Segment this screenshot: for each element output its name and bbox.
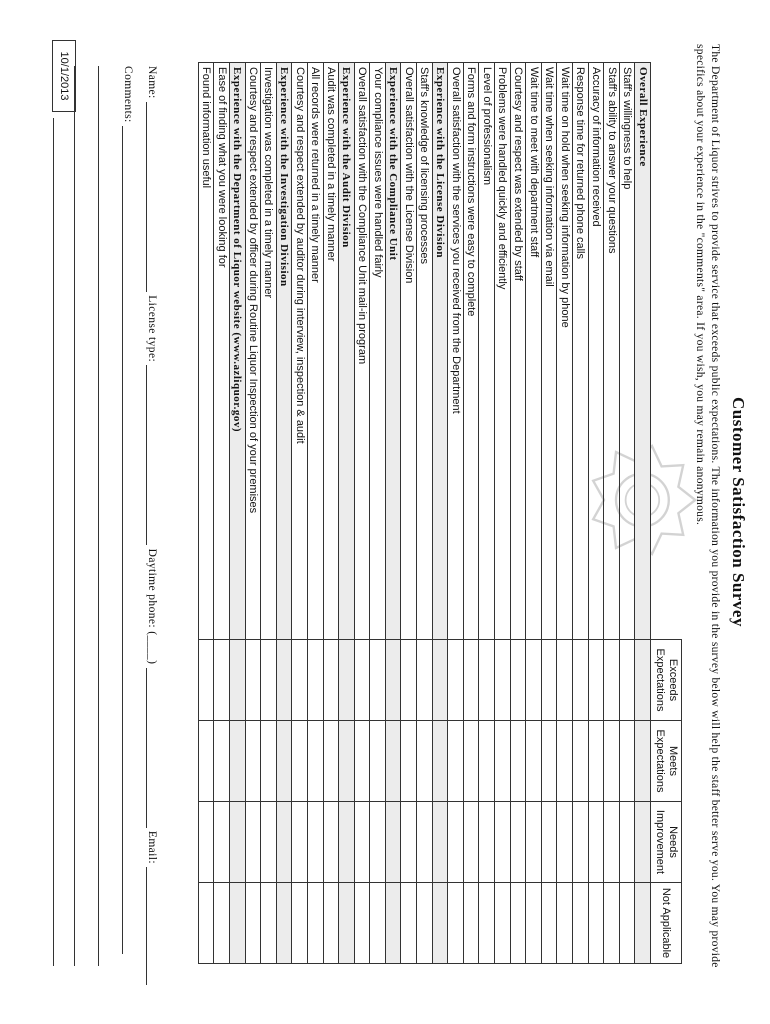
phone-label: Daytime phone: (____) xyxy=(146,548,158,665)
rating-cell-needs[interactable] xyxy=(323,802,339,883)
section-title: Experience with the License Division xyxy=(432,63,448,640)
email-field[interactable] xyxy=(146,867,147,985)
name-label: Name: xyxy=(146,66,158,99)
comments-field[interactable] xyxy=(122,126,123,954)
survey-question: Courtesy and respect was extended by staff xyxy=(510,63,526,640)
survey-question: Level of professionalism xyxy=(479,63,495,640)
section-blank-cell xyxy=(432,640,448,721)
rating-cell-na[interactable] xyxy=(214,883,230,964)
table-row xyxy=(588,63,604,964)
section-blank-cell xyxy=(276,802,292,883)
bottom-rule xyxy=(53,118,54,966)
survey-question: Accuracy of information received xyxy=(588,63,604,640)
table-row xyxy=(292,63,308,964)
table-header-row xyxy=(651,63,682,964)
rating-cell-na[interactable] xyxy=(541,883,557,964)
rating-cell-meets[interactable] xyxy=(198,721,214,802)
survey-question: Overall satisfaction with the services you received from the Department xyxy=(448,63,464,640)
survey-question: Courtesy and respect extended by officer during Routine Liquor Inspection of your premises xyxy=(245,63,261,640)
rating-cell-needs[interactable] xyxy=(370,802,386,883)
comments-field-line-2[interactable] xyxy=(98,66,99,966)
section-title: Experience with the Audit Division xyxy=(339,63,355,640)
table-row xyxy=(354,63,370,964)
comments-label: Comments: xyxy=(122,66,134,123)
survey-question: Overall satisfaction with the Compliance Unit mail-in program xyxy=(354,63,370,640)
rating-cell-meets[interactable] xyxy=(588,721,604,802)
rating-cell-meets[interactable] xyxy=(292,721,308,802)
survey-question: Audit was completed in a timely manner xyxy=(323,63,339,640)
rating-cell-needs[interactable] xyxy=(307,802,323,883)
rating-cell-exceeds[interactable] xyxy=(557,640,573,721)
rating-cell-meets[interactable] xyxy=(463,721,479,802)
rating-cell-na[interactable] xyxy=(292,883,308,964)
rating-cell-meets[interactable] xyxy=(495,721,511,802)
col-needs-header: Needs Improvement xyxy=(651,802,682,883)
rating-cell-na[interactable] xyxy=(448,883,464,964)
rating-cell-needs[interactable] xyxy=(261,802,277,883)
rating-cell-needs[interactable] xyxy=(245,802,261,883)
rating-cell-na[interactable] xyxy=(619,883,635,964)
rating-cell-na[interactable] xyxy=(370,883,386,964)
section-blank-cell xyxy=(635,802,651,883)
section-blank-cell xyxy=(385,640,401,721)
section-blank-cell xyxy=(339,883,355,964)
rating-cell-meets[interactable] xyxy=(448,721,464,802)
table-row xyxy=(495,63,511,964)
table-row xyxy=(573,63,589,964)
section-blank-cell xyxy=(276,721,292,802)
rating-cell-na[interactable] xyxy=(245,883,261,964)
rating-cell-exceeds[interactable] xyxy=(448,640,464,721)
table-row xyxy=(401,63,417,964)
rating-cell-exceeds[interactable] xyxy=(245,640,261,721)
rating-cell-na[interactable] xyxy=(307,883,323,964)
rating-cell-exceeds[interactable] xyxy=(261,640,277,721)
rating-cell-na[interactable] xyxy=(573,883,589,964)
survey-question: Ease of finding what you were looking for xyxy=(214,63,230,640)
section-blank-cell xyxy=(385,721,401,802)
section-blank-cell xyxy=(339,802,355,883)
survey-question: Wait time when seeking information via email xyxy=(541,63,557,640)
table-row xyxy=(245,63,261,964)
contact-line xyxy=(146,66,158,985)
survey-question: All records were returned in a timely manner xyxy=(307,63,323,640)
survey-question: Wait time on hold when seeking information by phone xyxy=(557,63,573,640)
rating-cell-needs[interactable] xyxy=(510,802,526,883)
page-title: Customer Satisfaction Survey xyxy=(729,397,748,627)
date-box: 10/1/2013 xyxy=(52,40,76,112)
rating-cell-na[interactable] xyxy=(354,883,370,964)
rating-cell-needs[interactable] xyxy=(463,802,479,883)
rating-cell-exceeds[interactable] xyxy=(401,640,417,721)
section-blank-cell xyxy=(339,640,355,721)
rating-cell-meets[interactable] xyxy=(619,721,635,802)
table-row xyxy=(619,63,635,964)
rating-cell-na[interactable] xyxy=(401,883,417,964)
rating-cell-na[interactable] xyxy=(495,883,511,964)
rating-cell-exceeds[interactable] xyxy=(307,640,323,721)
rating-cell-exceeds[interactable] xyxy=(573,640,589,721)
col-na-header: Not Applicable xyxy=(651,883,682,964)
rating-cell-needs[interactable] xyxy=(526,802,542,883)
rating-cell-exceeds[interactable] xyxy=(214,640,230,721)
section-blank-cell xyxy=(385,802,401,883)
rating-cell-exceeds[interactable] xyxy=(354,640,370,721)
rating-cell-meets[interactable] xyxy=(307,721,323,802)
section-row xyxy=(432,63,448,964)
section-blank-cell xyxy=(276,883,292,964)
rating-cell-na[interactable] xyxy=(463,883,479,964)
section-title: Overall Experience xyxy=(635,63,651,640)
rating-cell-needs[interactable] xyxy=(604,802,620,883)
rating-cell-exceeds[interactable] xyxy=(370,640,386,721)
rating-cell-na[interactable] xyxy=(557,883,573,964)
survey-question: Investigation was completed in a timely manner xyxy=(261,63,277,640)
survey-question: Response time for returned phone calls xyxy=(573,63,589,640)
rating-cell-needs[interactable] xyxy=(541,802,557,883)
rating-cell-meets[interactable] xyxy=(214,721,230,802)
rating-cell-na[interactable] xyxy=(588,883,604,964)
section-row xyxy=(635,63,651,964)
rating-cell-exceeds[interactable] xyxy=(479,640,495,721)
rating-cell-meets[interactable] xyxy=(479,721,495,802)
rating-cell-needs[interactable] xyxy=(354,802,370,883)
section-row xyxy=(385,63,401,964)
rating-cell-exceeds[interactable] xyxy=(510,640,526,721)
rating-cell-exceeds[interactable] xyxy=(198,640,214,721)
rating-cell-needs[interactable] xyxy=(417,802,433,883)
section-row xyxy=(339,63,355,964)
survey-question: Your compliance issues were handled fairly xyxy=(370,63,386,640)
table-row xyxy=(463,63,479,964)
comments-field-line-3[interactable] xyxy=(74,66,75,966)
section-row xyxy=(276,63,292,964)
table-row xyxy=(370,63,386,964)
rating-cell-exceeds[interactable] xyxy=(292,640,308,721)
survey-question: Problems were handled quickly and efficiently xyxy=(495,63,511,640)
rating-cell-needs[interactable] xyxy=(619,802,635,883)
rating-cell-meets[interactable] xyxy=(510,721,526,802)
rating-cell-needs[interactable] xyxy=(401,802,417,883)
table-row xyxy=(604,63,620,964)
survey-question: Found information useful xyxy=(198,63,214,640)
rating-cell-needs[interactable] xyxy=(557,802,573,883)
survey-question: Staff's willingness to help xyxy=(619,63,635,640)
email-label: Email: xyxy=(146,830,158,864)
section-row xyxy=(229,63,245,964)
section-title: Experience with the Compliance Unit xyxy=(385,63,401,640)
license-type-field[interactable] xyxy=(146,365,147,545)
rating-cell-needs[interactable] xyxy=(479,802,495,883)
table-row xyxy=(448,63,464,964)
phone-field[interactable] xyxy=(146,668,147,828)
table-row xyxy=(510,63,526,964)
survey-question: Wait time to meet with department staff xyxy=(526,63,542,640)
rating-cell-na[interactable] xyxy=(261,883,277,964)
rating-cell-meets[interactable] xyxy=(401,721,417,802)
rating-cell-meets[interactable] xyxy=(354,721,370,802)
intro-text: The Department of Liquor strives to provide service that exceeds public expectations. The information you provide in the survey below will help the staff better serve you. You may provide specifics about your experience in the "comments" area. If you wish, you may remain anonymous. xyxy=(694,44,721,968)
rating-cell-na[interactable] xyxy=(198,883,214,964)
rating-cell-meets[interactable] xyxy=(245,721,261,802)
section-blank-cell xyxy=(635,883,651,964)
rating-cell-exceeds[interactable] xyxy=(588,640,604,721)
section-blank-cell xyxy=(276,640,292,721)
rating-cell-meets[interactable] xyxy=(261,721,277,802)
rating-cell-na[interactable] xyxy=(526,883,542,964)
section-blank-cell xyxy=(432,802,448,883)
license-type-label: License type: xyxy=(146,295,158,363)
survey-question: Forms and form instructions were easy to complete xyxy=(463,63,479,640)
rating-cell-exceeds[interactable] xyxy=(604,640,620,721)
table-row xyxy=(479,63,495,964)
rating-cell-exceeds[interactable] xyxy=(495,640,511,721)
section-title: Experience with the Investigation Division xyxy=(276,63,292,640)
rating-cell-meets[interactable] xyxy=(604,721,620,802)
rating-cell-exceeds[interactable] xyxy=(417,640,433,721)
rating-cell-needs[interactable] xyxy=(292,802,308,883)
name-field[interactable] xyxy=(146,102,147,292)
table-row xyxy=(261,63,277,964)
rating-cell-needs[interactable] xyxy=(198,802,214,883)
rating-cell-meets[interactable] xyxy=(573,721,589,802)
col-exceeds-header: Exceeds Expectations xyxy=(651,640,682,721)
rating-cell-meets[interactable] xyxy=(370,721,386,802)
rating-cell-na[interactable] xyxy=(510,883,526,964)
rating-cell-na[interactable] xyxy=(604,883,620,964)
rating-cell-needs[interactable] xyxy=(573,802,589,883)
table-row xyxy=(198,63,214,964)
section-blank-cell xyxy=(229,883,245,964)
rating-cell-na[interactable] xyxy=(479,883,495,964)
rating-cell-meets[interactable] xyxy=(541,721,557,802)
survey-question: Staff's knowledge of licensing processes xyxy=(417,63,433,640)
section-blank-cell xyxy=(432,721,448,802)
table-row xyxy=(557,63,573,964)
section-blank-cell xyxy=(385,883,401,964)
rating-cell-exceeds[interactable] xyxy=(619,640,635,721)
survey-question: Staff's ability to answer your questions xyxy=(604,63,620,640)
rating-cell-exceeds[interactable] xyxy=(526,640,542,721)
table-row xyxy=(307,63,323,964)
rating-cell-needs[interactable] xyxy=(495,802,511,883)
survey-table xyxy=(198,62,682,964)
table-row xyxy=(541,63,557,964)
rating-cell-na[interactable] xyxy=(323,883,339,964)
rating-cell-needs[interactable] xyxy=(588,802,604,883)
section-blank-cell xyxy=(229,721,245,802)
table-row xyxy=(526,63,542,964)
rating-cell-meets[interactable] xyxy=(557,721,573,802)
rating-cell-needs[interactable] xyxy=(448,802,464,883)
table-row xyxy=(323,63,339,964)
col-meets-header: Meets Expectations xyxy=(651,721,682,802)
section-blank-cell xyxy=(229,802,245,883)
survey-question: Courtesy and respect extended by auditor during interview, inspection & audit xyxy=(292,63,308,640)
section-blank-cell xyxy=(339,721,355,802)
rating-cell-meets[interactable] xyxy=(323,721,339,802)
section-title: Experience with the Department of Liquor website (www.azliquor.gov) xyxy=(229,63,245,640)
rating-cell-exceeds[interactable] xyxy=(463,640,479,721)
rating-cell-na[interactable] xyxy=(417,883,433,964)
rating-cell-meets[interactable] xyxy=(417,721,433,802)
rating-cell-needs[interactable] xyxy=(214,802,230,883)
rating-cell-meets[interactable] xyxy=(526,721,542,802)
section-blank-cell xyxy=(635,721,651,802)
rating-cell-exceeds[interactable] xyxy=(323,640,339,721)
rating-cell-exceeds[interactable] xyxy=(541,640,557,721)
section-blank-cell xyxy=(229,640,245,721)
section-blank-cell xyxy=(635,640,651,721)
survey-question: Overall satisfaction with the License Division xyxy=(401,63,417,640)
table-row xyxy=(214,63,230,964)
table-row xyxy=(417,63,433,964)
comments-line xyxy=(122,66,134,954)
section-blank-cell xyxy=(432,883,448,964)
